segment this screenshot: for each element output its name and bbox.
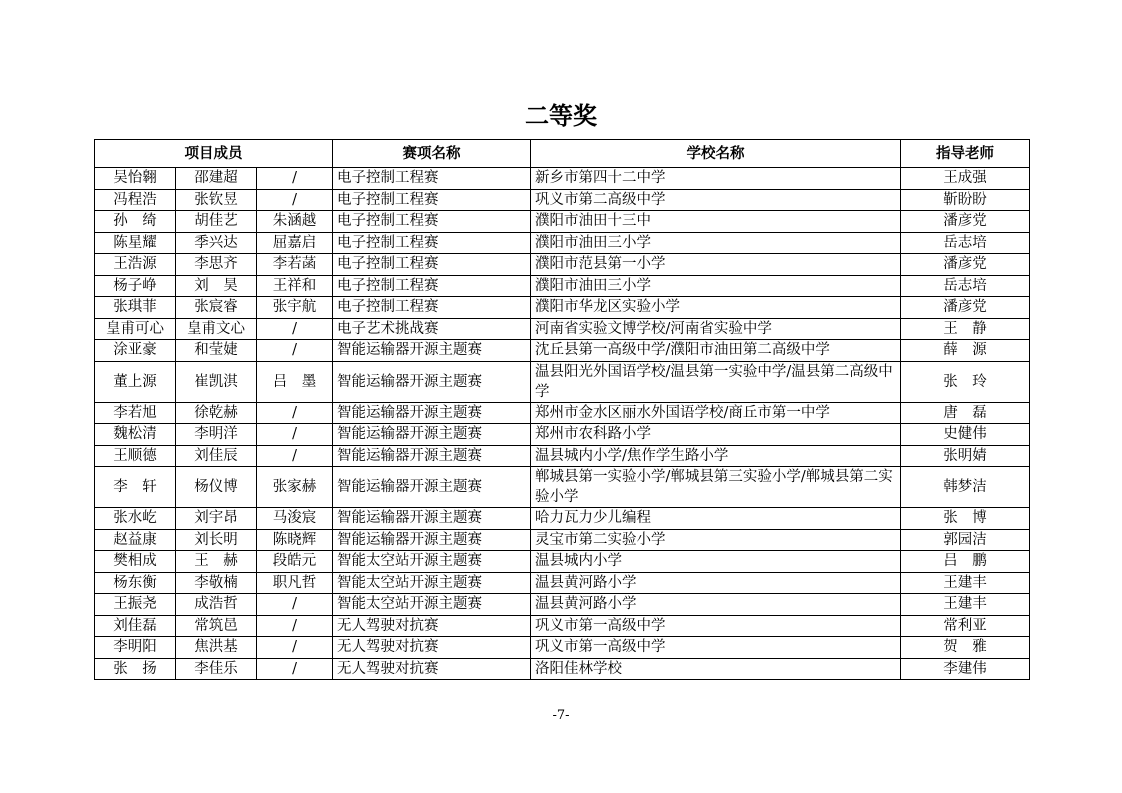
member-1-cell: 樊相成 (95, 551, 176, 573)
school-cell: 洛阳佳林学校 (531, 658, 901, 680)
teacher-cell: 李建伟 (901, 658, 1030, 680)
member-2-cell: 常筑邑 (176, 615, 257, 637)
table-row (95, 402, 1030, 424)
table-row (95, 361, 1030, 402)
table-body (95, 168, 1030, 680)
member-1-cell: 赵益康 (95, 529, 176, 551)
member-2-cell: 李明洋 (176, 424, 257, 446)
event-cell: 电子艺术挑战赛 (333, 318, 531, 340)
page-title: 二等奖 (525, 102, 597, 130)
table-row (95, 297, 1030, 319)
school-cell: 濮阳市油田十三中 (531, 211, 901, 233)
member-3-cell: 马浚宸 (257, 508, 333, 530)
member-2-cell: 焦洪基 (176, 637, 257, 659)
member-3-cell: / (257, 445, 333, 467)
school-cell: 温县阳光外国语学校/温县第一实验中学/温县第二高级中学 (531, 361, 901, 402)
event-cell: 智能太空站开源主题赛 (333, 551, 531, 573)
teacher-cell: 靳盼盼 (901, 189, 1030, 211)
table-header-row (95, 140, 1030, 168)
school-cell: 巩义市第二高级中学 (531, 189, 901, 211)
table-row (95, 211, 1030, 233)
table-row (95, 594, 1030, 616)
school-cell: 哈力瓦力少儿编程 (531, 508, 901, 530)
member-1-cell: 张水屹 (95, 508, 176, 530)
member-2-cell: 崔凯淇 (176, 361, 257, 402)
school-cell: 濮阳市华龙区实验小学 (531, 297, 901, 319)
event-cell: 电子控制工程赛 (333, 232, 531, 254)
member-1-cell: 张 扬 (95, 658, 176, 680)
teacher-cell: 唐 磊 (901, 402, 1030, 424)
event-cell: 电子控制工程赛 (333, 254, 531, 276)
table-row (95, 615, 1030, 637)
member-3-cell: / (257, 594, 333, 616)
teacher-cell: 张 博 (901, 508, 1030, 530)
awards-table (94, 139, 1030, 680)
event-cell: 无人驾驶对抗赛 (333, 637, 531, 659)
teacher-cell: 王成强 (901, 168, 1030, 190)
member-1-cell: 陈星耀 (95, 232, 176, 254)
member-1-cell: 皇甫可心 (95, 318, 176, 340)
event-cell: 智能运输器开源主题赛 (333, 361, 531, 402)
table-row (95, 254, 1030, 276)
member-1-cell: 李明阳 (95, 637, 176, 659)
member-3-cell: 屈嘉启 (257, 232, 333, 254)
table-row (95, 572, 1030, 594)
member-2-cell: 刘 昊 (176, 275, 257, 297)
member-3-cell: / (257, 402, 333, 424)
member-1-cell: 杨东衡 (95, 572, 176, 594)
member-3-cell: 王祥和 (257, 275, 333, 297)
member-2-cell: 杨仪博 (176, 467, 257, 508)
header-teacher: 指导老师 (901, 140, 1030, 168)
school-cell: 濮阳市油田三小学 (531, 232, 901, 254)
school-cell: 温县城内小学/焦作学生路小学 (531, 445, 901, 467)
school-cell: 巩义市第一高级中学 (531, 637, 901, 659)
header-event: 赛项名称 (333, 140, 531, 168)
school-cell: 濮阳市油田三小学 (531, 275, 901, 297)
member-3-cell: 张家赫 (257, 467, 333, 508)
teacher-cell: 韩梦洁 (901, 467, 1030, 508)
member-3-cell: 吕 墨 (257, 361, 333, 402)
school-cell: 沈丘县第一高级中学/濮阳市油田第二高级中学 (531, 340, 901, 362)
member-3-cell: / (257, 340, 333, 362)
table-row (95, 508, 1030, 530)
member-1-cell: 吴怡翱 (95, 168, 176, 190)
member-1-cell: 董上源 (95, 361, 176, 402)
table-row (95, 445, 1030, 467)
school-cell: 温县黄河路小学 (531, 594, 901, 616)
member-1-cell: 张琪菲 (95, 297, 176, 319)
event-cell: 无人驾驶对抗赛 (333, 615, 531, 637)
table-row (95, 467, 1030, 508)
table-row (95, 529, 1030, 551)
event-cell: 智能运输器开源主题赛 (333, 467, 531, 508)
table-row (95, 424, 1030, 446)
school-cell: 巩义市第一高级中学 (531, 615, 901, 637)
teacher-cell: 潘彦党 (901, 211, 1030, 233)
table-row (95, 168, 1030, 190)
teacher-cell: 贺 雅 (901, 637, 1030, 659)
member-1-cell: 冯程浩 (95, 189, 176, 211)
school-cell: 郑州市金水区丽水外国语学校/商丘市第一中学 (531, 402, 901, 424)
event-cell: 电子控制工程赛 (333, 189, 531, 211)
event-cell: 电子控制工程赛 (333, 297, 531, 319)
member-3-cell: / (257, 615, 333, 637)
member-3-cell: 陈晓辉 (257, 529, 333, 551)
member-2-cell: 张宸睿 (176, 297, 257, 319)
member-3-cell: / (257, 318, 333, 340)
page-number: -7- (552, 708, 570, 723)
event-cell: 智能太空站开源主题赛 (333, 594, 531, 616)
header-members: 项目成员 (95, 140, 333, 168)
teacher-cell: 潘彦党 (901, 297, 1030, 319)
teacher-cell: 常利亚 (901, 615, 1030, 637)
school-cell: 郑州市农科路小学 (531, 424, 901, 446)
member-3-cell: 李若菡 (257, 254, 333, 276)
event-cell: 无人驾驶对抗赛 (333, 658, 531, 680)
event-cell: 智能运输器开源主题赛 (333, 340, 531, 362)
member-1-cell: 李 轩 (95, 467, 176, 508)
member-1-cell: 王振尧 (95, 594, 176, 616)
event-cell: 智能运输器开源主题赛 (333, 445, 531, 467)
member-3-cell: 段皓元 (257, 551, 333, 573)
event-cell: 电子控制工程赛 (333, 275, 531, 297)
event-cell: 智能运输器开源主题赛 (333, 529, 531, 551)
school-cell: 灵宝市第二实验小学 (531, 529, 901, 551)
member-2-cell: 李佳乐 (176, 658, 257, 680)
member-3-cell: 朱涵越 (257, 211, 333, 233)
teacher-cell: 薛 源 (901, 340, 1030, 362)
teacher-cell: 张 玲 (901, 361, 1030, 402)
event-cell: 智能运输器开源主题赛 (333, 424, 531, 446)
member-2-cell: 季兴达 (176, 232, 257, 254)
member-1-cell: 涂亚豪 (95, 340, 176, 362)
member-1-cell: 王浩源 (95, 254, 176, 276)
school-cell: 新乡市第四十二中学 (531, 168, 901, 190)
member-3-cell: / (257, 424, 333, 446)
event-cell: 智能太空站开源主题赛 (333, 572, 531, 594)
event-cell: 电子控制工程赛 (333, 168, 531, 190)
table-row (95, 637, 1030, 659)
school-cell: 郸城县第一实验小学/郸城县第三实验小学/郸城县第二实验小学 (531, 467, 901, 508)
teacher-cell: 岳志培 (901, 232, 1030, 254)
table-row (95, 232, 1030, 254)
member-2-cell: 邵建超 (176, 168, 257, 190)
member-1-cell: 王顺德 (95, 445, 176, 467)
member-3-cell: / (257, 168, 333, 190)
school-cell: 河南省实验文博学校/河南省实验中学 (531, 318, 901, 340)
member-1-cell: 魏松清 (95, 424, 176, 446)
teacher-cell: 王建丰 (901, 594, 1030, 616)
member-3-cell: / (257, 658, 333, 680)
member-2-cell: 胡佳艺 (176, 211, 257, 233)
teacher-cell: 王建丰 (901, 572, 1030, 594)
member-3-cell: 张宇航 (257, 297, 333, 319)
table-row (95, 189, 1030, 211)
member-2-cell: 李思齐 (176, 254, 257, 276)
member-1-cell: 孙 绮 (95, 211, 176, 233)
member-1-cell: 杨子峥 (95, 275, 176, 297)
event-cell: 智能运输器开源主题赛 (333, 402, 531, 424)
member-3-cell: / (257, 637, 333, 659)
member-1-cell: 李若旭 (95, 402, 176, 424)
table-row (95, 318, 1030, 340)
teacher-cell: 张明婧 (901, 445, 1030, 467)
table-row (95, 551, 1030, 573)
member-2-cell: 成浩哲 (176, 594, 257, 616)
member-2-cell: 张钦昱 (176, 189, 257, 211)
teacher-cell: 王 静 (901, 318, 1030, 340)
member-2-cell: 王 赫 (176, 551, 257, 573)
member-2-cell: 徐乾赫 (176, 402, 257, 424)
school-cell: 温县黄河路小学 (531, 572, 901, 594)
school-cell: 温县城内小学 (531, 551, 901, 573)
member-1-cell: 刘佳磊 (95, 615, 176, 637)
table-row (95, 658, 1030, 680)
header-school: 学校名称 (531, 140, 901, 168)
member-2-cell: 李敬楠 (176, 572, 257, 594)
teacher-cell: 郭园洁 (901, 529, 1030, 551)
teacher-cell: 潘彦党 (901, 254, 1030, 276)
table-row (95, 275, 1030, 297)
member-2-cell: 皇甫文心 (176, 318, 257, 340)
teacher-cell: 岳志培 (901, 275, 1030, 297)
event-cell: 智能运输器开源主题赛 (333, 508, 531, 530)
teacher-cell: 史健伟 (901, 424, 1030, 446)
member-2-cell: 刘宇昂 (176, 508, 257, 530)
member-3-cell: 职凡哲 (257, 572, 333, 594)
table-row (95, 340, 1030, 362)
teacher-cell: 吕 鹏 (901, 551, 1030, 573)
event-cell: 电子控制工程赛 (333, 211, 531, 233)
member-2-cell: 刘长明 (176, 529, 257, 551)
member-2-cell: 和莹婕 (176, 340, 257, 362)
school-cell: 濮阳市范县第一小学 (531, 254, 901, 276)
member-2-cell: 刘佳辰 (176, 445, 257, 467)
member-3-cell: / (257, 189, 333, 211)
